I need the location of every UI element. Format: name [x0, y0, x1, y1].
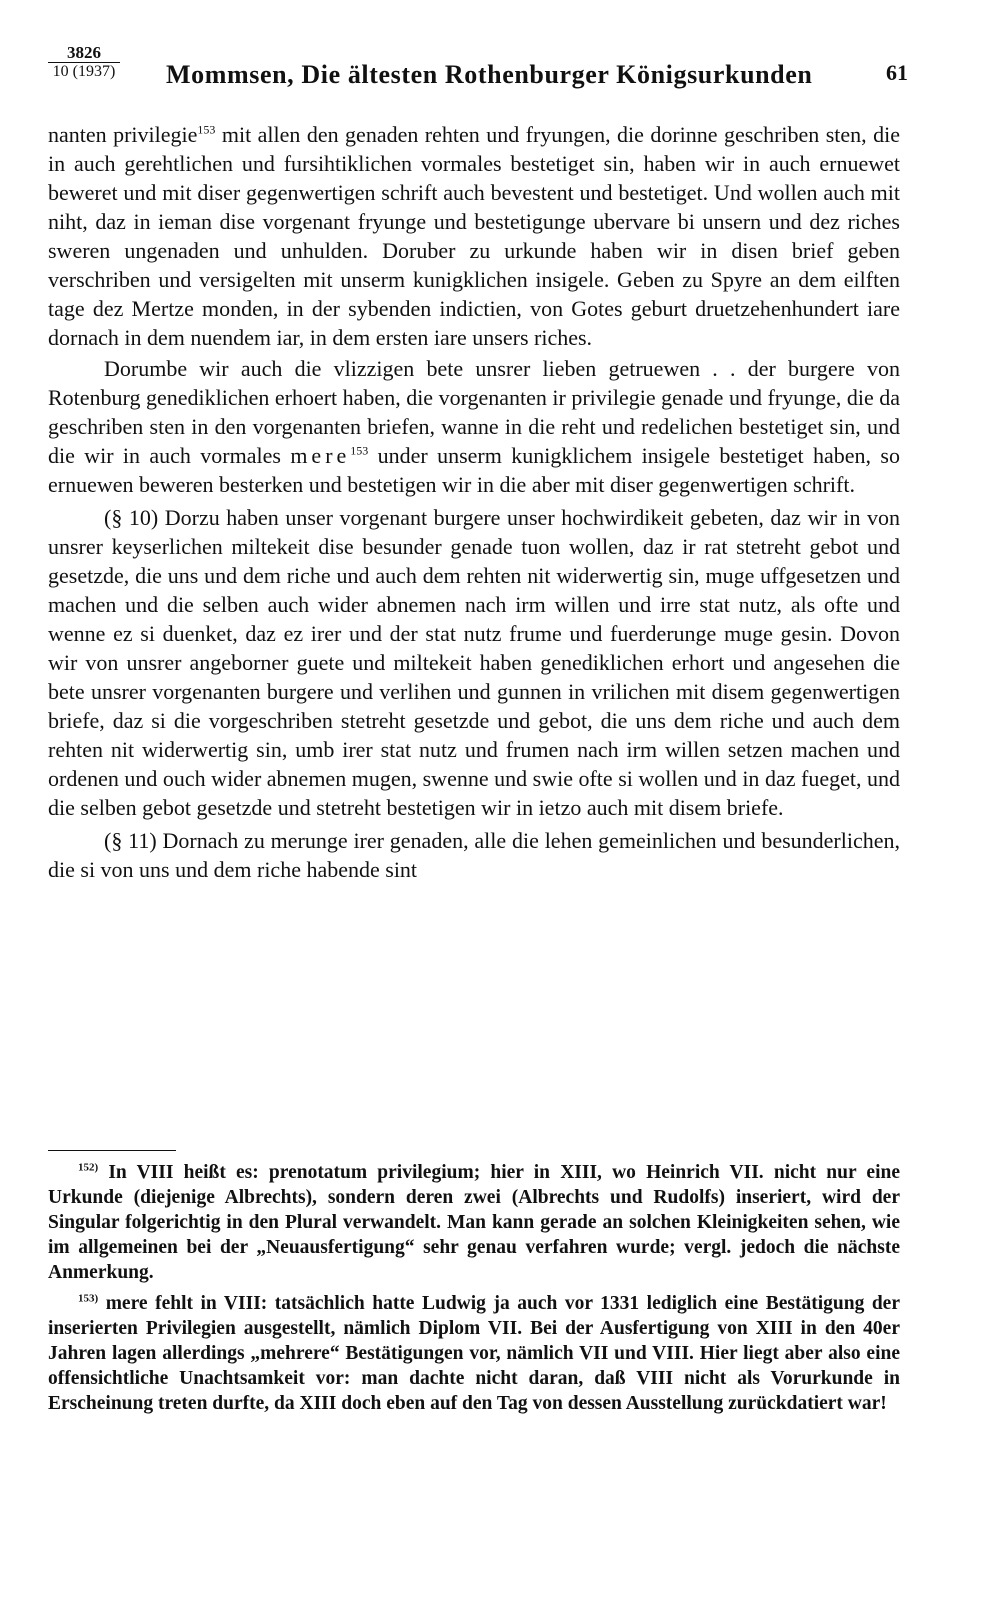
paragraph-section-10: (§ 10) Dorzu haben unser vorgenant burgere unser hochwirdikeit gebeten, daz wir in von unsrer keyserlichen miltekeit dise besunder genade tuon wollen, daz ir rat stetreht gebot und gesetzde, die uns und dem riche und auch dem rehten nit widerwertig sin, muge uffgesetzen und machen und die selben auch wider abnemen nach irm willen und irre stat nutz, als ofte und wenne ez si duenket, daz ez irer und der stat nutz frume und fuerderunge muge gesin. Dovon wir von unsrer angeborner guete und miltekeit haben genediklichen erhort und angesehen die bete unsrer vorgenanten burgere und verlihen und gunnen in vrilichen mit disem gegenwertigen briefe, daz si die vorgeschriben stetreht gesetzde und gebot, die uns dem riche und auch dem rehten nit widerwertig sin, umb irer stat nutz und frumen nach irm willen setzen machen und ordenen und ouch wider abnemen mugen, swenne und swie ofte si wollen und in daz fueget, und die selben gebot gesetzde und stetreht bestetigen wir in ietzo auch mit disem briefe. [48, 505, 900, 820]
spaced-word: mere [290, 443, 351, 468]
footnote-mark: 153) [78, 1292, 99, 1305]
paragraph-continuation [48, 120, 900, 352]
footnote-ref: 153 [350, 443, 369, 458]
footnote-divider [48, 1150, 176, 1151]
footnote-ref: 153 [197, 122, 216, 137]
footnote-152 [48, 1160, 900, 1285]
text-run: mit allen den genaden rehten und fryungen, die dorinne geschriben sten, die in auch gerehtlichen und fursihtiklichen vormales bestetiget sin, haben wir in auch ernuewet beweret und mit diser gegenwertigen schrift auch bevestent und bestetiget. Und wollen auch mit niht, daz in ieman dise vorgenant fryunge und bestetigunge ubervare bi unsern und dez riches sweren ungenaden und unhulden. Doruber zu urkunde haben wir in disen brief geben verschriben und versigelten mit unserm kunigklichen insigele. Geben zu Spyre an dem eilften tage dez Mertze monden, in der sybenden indictien, von Gotes geburt druetzehenhundert iare dornach in dem nuendem iar, in dem ersten iare unsers riches. [48, 122, 900, 350]
signature-year: 10 (1937) [52, 63, 116, 80]
text-run: Dorumbe wir auch die vlizzigen bete unsrer lieben getruewen . . der burgere von Rotenburg genediklichen erhoert haben, die vorgenanten ir privilegie genade und fryunge, die da geschriben sten in den vorgenanten briefen, wanne in die reht und redelichen bestetiget sin, und die wir in auch vormales [48, 356, 901, 468]
main-text [48, 120, 900, 884]
footnote-text: mere fehlt in VIII: tatsächlich hatte Ludwig ja auch vor 1331 lediglich eine Bestätigung der inserierten Privilegien ausgestellt, nämlich Diplom VII. Bei der Ausfertigung von XIII in den 40er Jahren lagen allerdings „mehrere“ Bestätigungen vor, nämlich VII und VIII. Hier liegt aber also eine offensichtliche Unachtsamkeit vor: man dachte nicht daran, daß VIII nicht als Vorurkunde in Erscheinung treten durfte, da XIII doch eben auf den Tag von dessen Ausstellung zurückdatiert war! [48, 1293, 900, 1414]
page-number: 61 [886, 60, 908, 85]
running-title: Mommsen, Die ältesten Rothenburger Königsurkunden [166, 60, 813, 89]
paragraph-section-11: (§ 11) Dornach zu merunge irer genaden, alle die lehen gemeinlichen und besunderlichen, die si von uns und dem riche habende sint [48, 828, 900, 882]
footnotes [48, 1160, 900, 1422]
footnote-mark: 152) [78, 1161, 99, 1174]
footnote-text: In VIII heißt es: prenotatum privilegium; hier in XIII, wo Heinrich VII. nicht nur eine Urkunde (diejenige Albrechts), sondern deren zwei (Albrechts und Rudolfs) inseriert, wird der Singular folgerichtig in den Plural verwandelt. Man kann gerade an solchen Kleinigkeiten sehen, wie im allgemeinen bei der „Neuausfertigung“ sehr genau verfahren wurde; vergl. jedoch die nächste Anmerkung. [48, 1162, 900, 1283]
footnote-153 [48, 1291, 900, 1416]
signature-number: 3826 [48, 44, 120, 63]
text-run: nanten privilegie [48, 122, 198, 147]
journal-signature [48, 44, 120, 81]
paragraph-dorumbe [48, 354, 900, 499]
text-run: under unserm kunigklichem insigele bestetiget haben, so ernuewen beweren besterken und bestetigen wir in die aber mit diser gegenwertigen schrift. [48, 443, 900, 497]
page-header [48, 44, 908, 96]
